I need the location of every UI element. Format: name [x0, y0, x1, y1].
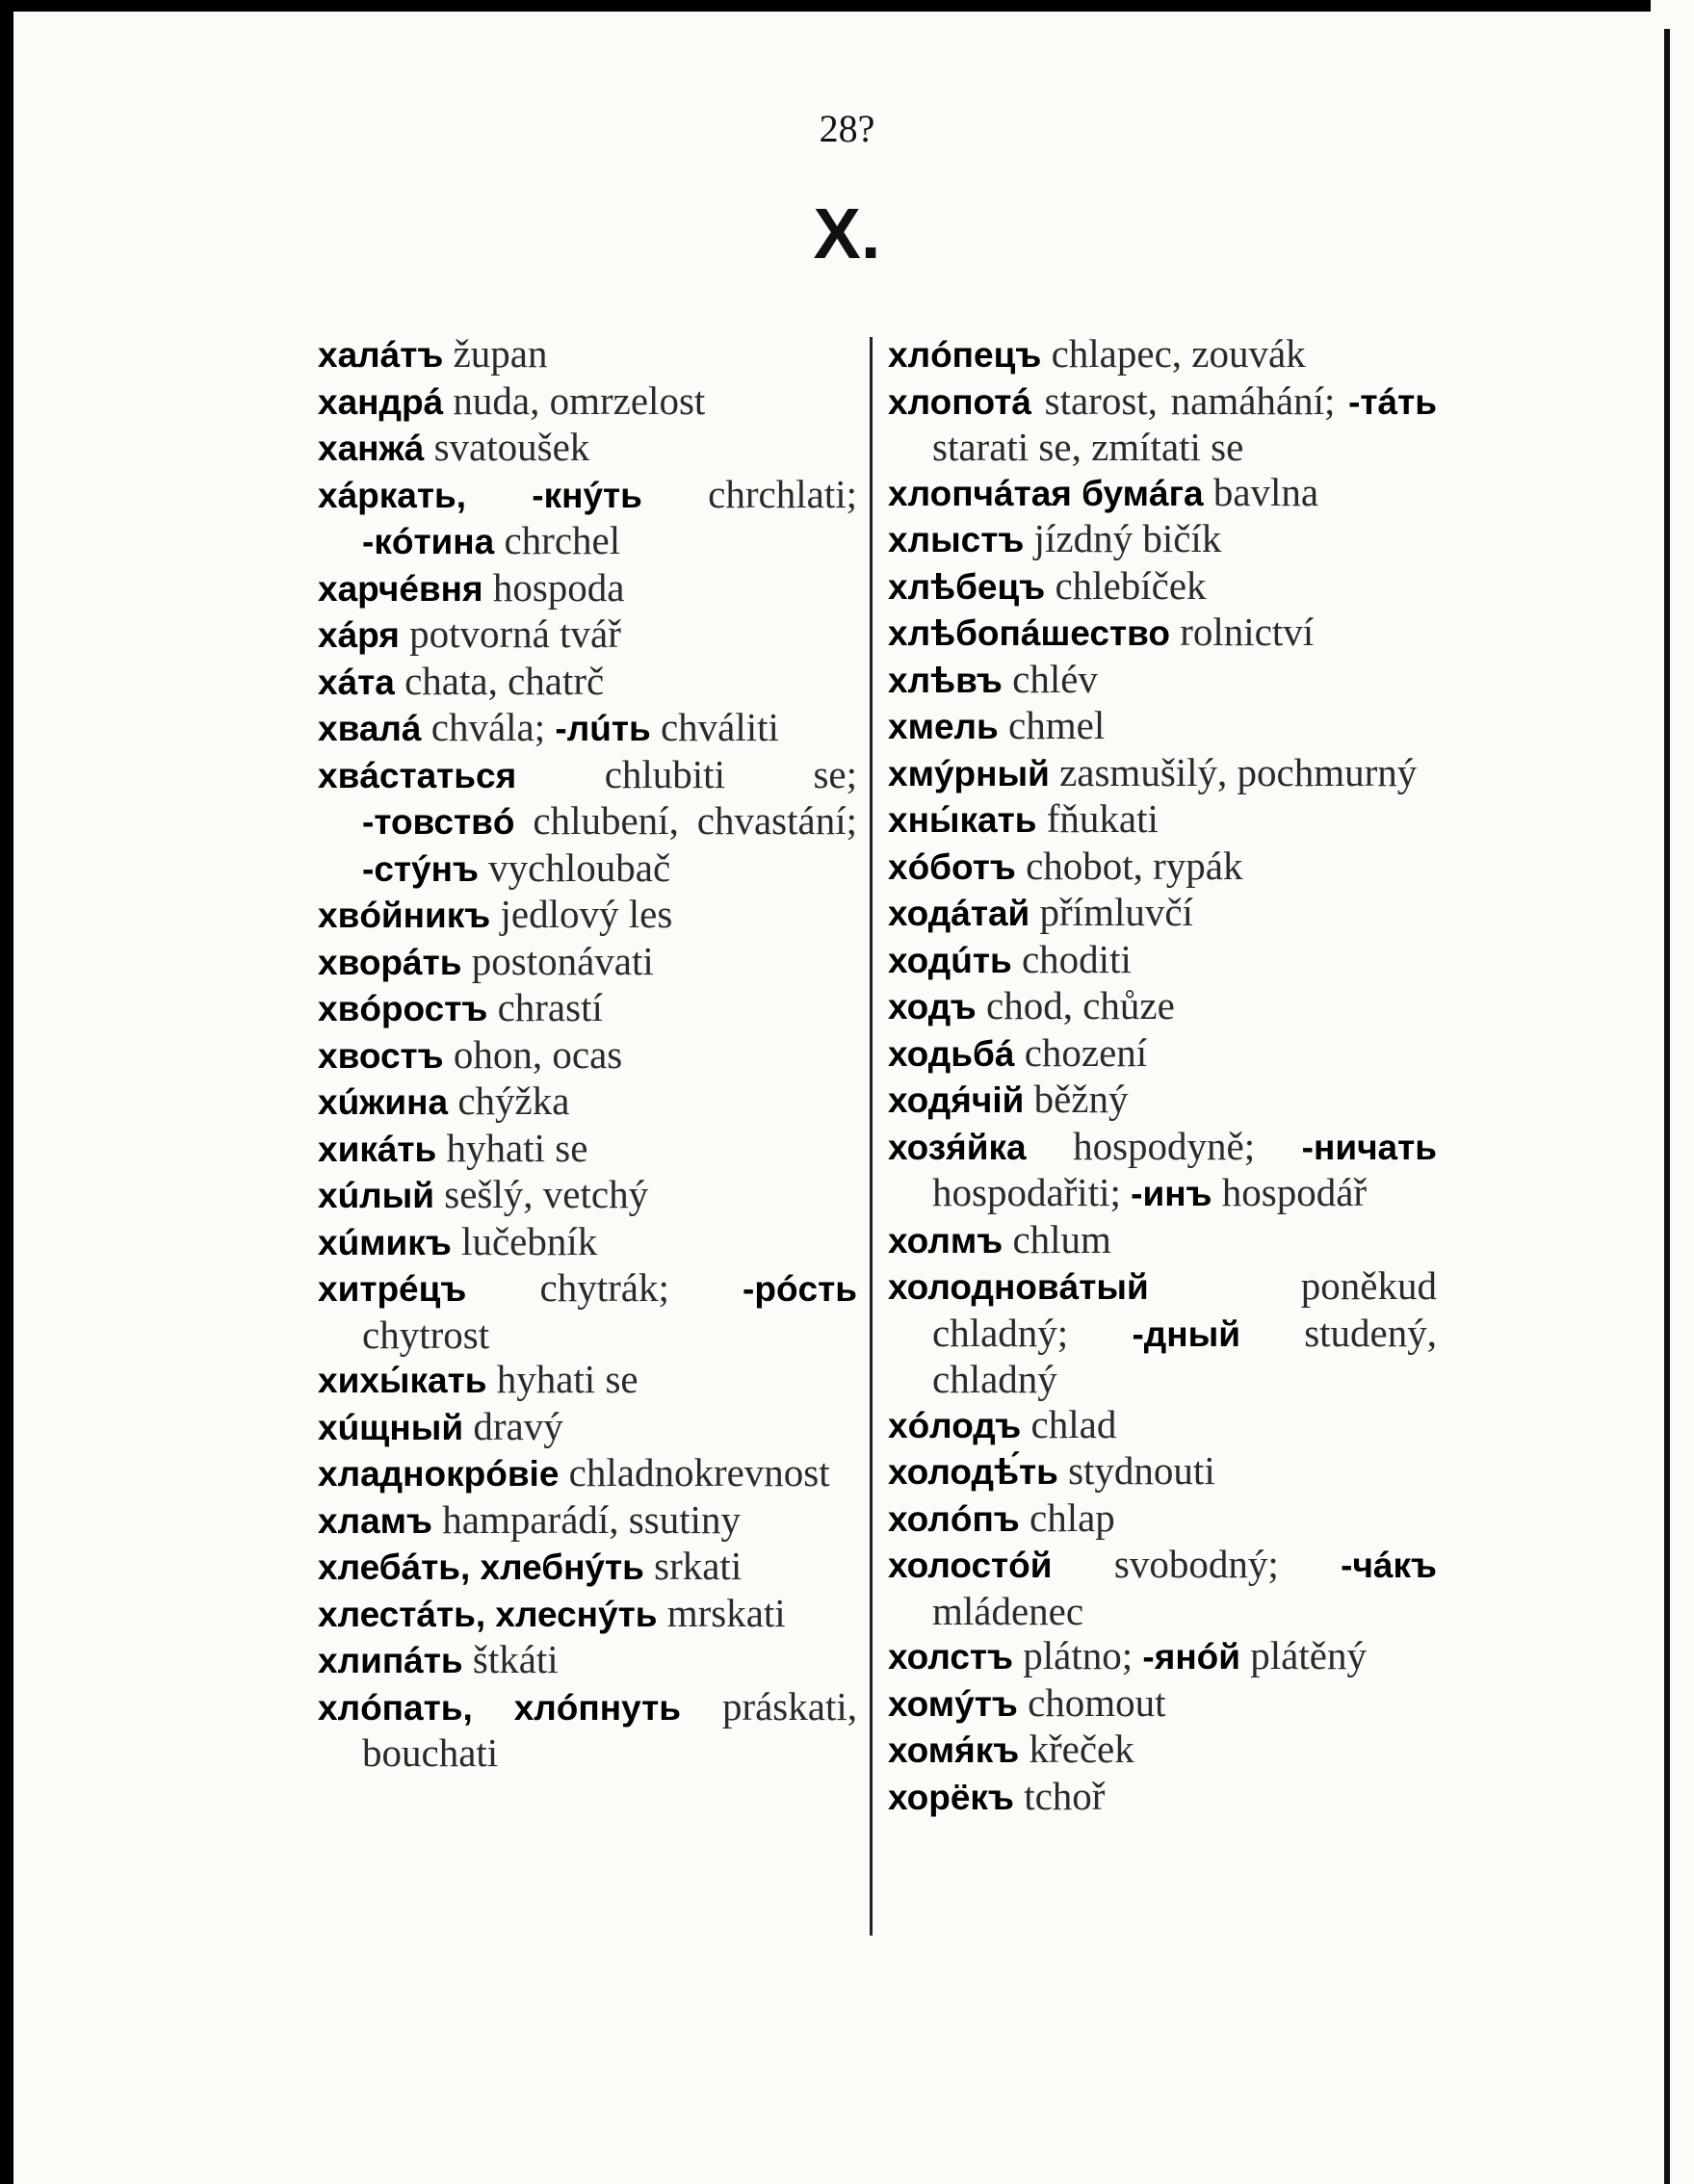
headword: -кóтина: [362, 522, 495, 561]
dictionary-entry: [318, 1032, 857, 1079]
headword: -тáть: [1348, 381, 1437, 422]
section-letter: Х.: [813, 194, 881, 273]
dictionary-entry: [888, 1680, 1437, 1728]
translation: chrastí: [487, 985, 603, 1029]
headword: хúмикъ: [318, 1222, 452, 1262]
headword: холóпъ: [888, 1498, 1020, 1539]
dictionary-entry: [888, 1124, 1437, 1217]
headword: холмъ: [888, 1220, 1003, 1261]
dictionary-entry: [318, 659, 857, 706]
translation: chomout: [1017, 1679, 1166, 1725]
headword: харчéвня: [318, 568, 483, 609]
dictionary-entry: [888, 1402, 1437, 1449]
headword: ходьбá: [888, 1033, 1015, 1074]
dictionary-entry: [888, 1217, 1437, 1264]
headword: халáтъ: [318, 335, 444, 375]
translation: dravý: [463, 1403, 563, 1448]
headword: хúлый: [318, 1176, 435, 1215]
translation: jízdný bičík: [1024, 516, 1222, 560]
headword: -дный: [1132, 1313, 1240, 1354]
headword: хлѣвъ: [888, 660, 1003, 700]
translation: chlubiti se;: [516, 751, 857, 796]
translation: postonávati: [461, 938, 654, 983]
right-margin: [1651, 0, 1694, 2184]
translation: poněkud chladný;: [932, 1263, 1437, 1355]
dictionary-entry: [318, 1357, 857, 1404]
headword: хорёкъ: [888, 1777, 1014, 1817]
headword: хлебáть, хлебнýть: [318, 1547, 644, 1587]
dictionary-entry: [888, 796, 1437, 844]
translation: chlap: [1019, 1495, 1115, 1540]
headword: хóботъ: [888, 846, 1016, 887]
headword: хлестáть, хлеснýть: [318, 1594, 658, 1634]
translation: potvorná tvář: [399, 611, 621, 656]
headword: хозя́йка: [888, 1127, 1027, 1167]
headword: холстъ: [888, 1637, 1014, 1677]
translation: křeček: [1019, 1727, 1134, 1771]
translation: běžný: [1024, 1077, 1129, 1121]
dictionary-entry: [318, 425, 857, 472]
dictionary-entry: [318, 1404, 857, 1451]
dictionary-entry: [318, 985, 857, 1032]
headword: хикáть: [318, 1129, 437, 1169]
page-number: 28?: [819, 107, 875, 150]
dictionary-entry: [318, 565, 857, 612]
translation: hyhati se: [486, 1357, 639, 1401]
headword: хомýтъ: [888, 1683, 1018, 1724]
translation: mládenec: [932, 1588, 1084, 1633]
dictionary-entry: [318, 1219, 857, 1266]
dictionary-entry: [888, 1263, 1437, 1402]
translation: mrskati: [657, 1590, 786, 1635]
translation: plátno;: [1013, 1633, 1143, 1677]
left-column: [318, 331, 857, 1776]
translation: župan: [443, 331, 548, 376]
translation: svatoušek: [424, 425, 590, 469]
dictionary-entry: [888, 1448, 1437, 1495]
headword: хмель: [888, 707, 999, 746]
headword: хóлодъ: [888, 1405, 1022, 1445]
translation: nuda, omrzelost: [443, 377, 706, 423]
translation: chmel: [998, 703, 1106, 747]
translation: chytrák;: [466, 1265, 743, 1310]
dictionary-entry: [318, 1637, 857, 1684]
column-divider: [870, 337, 873, 1936]
headword: хвалá: [318, 709, 422, 748]
headword: -инъ: [1131, 1174, 1212, 1213]
headword: ходúть: [888, 940, 1012, 980]
headword: хлѣбопáшество: [888, 613, 1170, 653]
translation: hamparádí, ssutiny: [432, 1496, 741, 1542]
translation: hospodyně;: [1026, 1123, 1302, 1168]
dictionary-entry: [318, 1265, 857, 1357]
headword: -лúть: [555, 709, 651, 748]
dictionary-entry: [318, 1172, 857, 1219]
headword: холостóй: [888, 1546, 1053, 1585]
translation: štkáti: [462, 1637, 559, 1681]
dictionary-entry: [888, 1774, 1437, 1821]
headword: -чáкъ: [1341, 1546, 1437, 1585]
dictionary-entry: [888, 1495, 1437, 1543]
headword: -стýнъ: [362, 848, 479, 889]
headword: -ничать: [1301, 1127, 1437, 1167]
translation: přímluvčí: [1029, 890, 1193, 934]
translation: starost, namáhání;: [1030, 377, 1349, 423]
translation: studený, chladný: [932, 1310, 1437, 1401]
translation: chvála;: [421, 705, 556, 749]
edge-rule: [1664, 29, 1670, 2184]
dictionary-entry: [318, 1544, 857, 1591]
dictionary-entry: [318, 472, 857, 565]
dictionary-entry: [888, 750, 1437, 797]
headword: хáта: [318, 662, 395, 702]
headword: хвáстаться: [318, 755, 517, 795]
headword: -рóсть: [743, 1269, 857, 1309]
translation: hospoda: [482, 564, 625, 610]
headword: хворáть: [318, 942, 462, 982]
translation: svobodný;: [1052, 1542, 1342, 1586]
headword: хитрéцъ: [318, 1269, 467, 1309]
dictionary-entry: [888, 657, 1437, 704]
translation: sešlý, vetchý: [434, 1172, 649, 1216]
translation: chrchlati;: [641, 471, 857, 516]
dictionary-entry: [318, 752, 857, 893]
headword: хлипáть: [318, 1641, 463, 1680]
headword: ханжá: [318, 429, 425, 468]
headword: хвóйникъ: [318, 896, 491, 935]
dictionary-entry: [888, 516, 1437, 563]
headword: хвостъ: [318, 1035, 444, 1076]
dictionary-entry: [888, 937, 1437, 984]
dictionary-entry: [888, 563, 1437, 611]
translation: bavlna: [1203, 469, 1319, 514]
translation: starati se, zmítati se: [932, 425, 1244, 469]
translation: plátěný: [1240, 1633, 1367, 1677]
headword: хлопотá: [888, 381, 1031, 422]
translation: chobot, rypák: [1015, 843, 1243, 888]
dictionary-entry: [888, 983, 1437, 1030]
headword: хихы́кать: [318, 1361, 487, 1400]
translation: rolnictví: [1169, 610, 1315, 654]
dictionary-entry: [888, 890, 1437, 937]
headword: -товствó: [362, 802, 515, 842]
translation: chlad: [1021, 1401, 1117, 1446]
headword: хлѣбецъ: [888, 566, 1046, 607]
headword: хлóпать, хлóпнуть: [318, 1687, 682, 1728]
dictionary-entry: [888, 470, 1437, 517]
dictionary-entry: [888, 1727, 1437, 1774]
headword: ходъ: [888, 987, 977, 1027]
dictionary-entry: [888, 1030, 1437, 1078]
translation: tchoř: [1013, 1773, 1106, 1818]
translation: chlubení, chvastání;: [514, 798, 857, 843]
translation: zasmušilý, pochmurný: [1049, 749, 1418, 794]
translation: hyhati se: [436, 1125, 588, 1170]
translation: ohon, ocas: [443, 1031, 623, 1077]
translation: chýžka: [448, 1079, 570, 1123]
headword: хáря: [318, 615, 400, 655]
headword: хандрá: [318, 381, 444, 422]
headword: холодновáтый: [888, 1267, 1149, 1307]
headword: хны́кать: [888, 800, 1037, 840]
translation: chladnokrevnost: [559, 1450, 830, 1495]
translation: fňukati: [1036, 796, 1159, 841]
headword: ходя́чій: [888, 1080, 1025, 1120]
dictionary-entry: [888, 331, 1437, 378]
translation: lučebník: [451, 1218, 598, 1263]
dictionary-entry: [318, 1684, 857, 1776]
dictionary-entry: [888, 703, 1437, 750]
headword: холодѣ́ть: [888, 1452, 1058, 1492]
translation: práskati, bouchati: [362, 1683, 857, 1775]
headword: хладнокрóвіе: [318, 1454, 560, 1494]
translation: chod, chůze: [976, 983, 1175, 1027]
translation: chlév: [1002, 656, 1098, 701]
dictionary-entry: [888, 844, 1437, 891]
dictionary-entry: [888, 1542, 1437, 1633]
dictionary-entry: [318, 1126, 857, 1173]
translation: srkati: [643, 1544, 743, 1588]
translation: chata, chatrč: [394, 658, 605, 703]
translation: choditi: [1011, 936, 1132, 981]
dictionary-entry: [318, 331, 857, 378]
translation: chrchel: [494, 518, 621, 562]
dictionary-entry: [318, 1450, 857, 1497]
translation: vychloubač: [478, 845, 671, 890]
translation: hospodařiti;: [932, 1170, 1132, 1214]
headword: хáркать, -кнýть: [318, 475, 642, 515]
translation: chytrost: [362, 1312, 490, 1357]
dictionary-entry: [888, 1077, 1437, 1124]
dictionary-entry: [318, 939, 857, 986]
dictionary-entry: [318, 705, 857, 752]
headword: хлыстъ: [888, 520, 1025, 559]
dictionary-entry: [318, 892, 857, 939]
headword: хлóпецъ: [888, 335, 1042, 375]
translation: jedlový les: [490, 892, 673, 936]
translation: chlum: [1003, 1216, 1111, 1261]
dictionary-entry: [318, 1079, 857, 1126]
headword: хлопчáтая бумáга: [888, 473, 1204, 513]
dictionary-entry: [888, 1633, 1437, 1680]
translation: hospodář: [1212, 1170, 1368, 1214]
dictionary-entry: [318, 1591, 857, 1638]
translation: chlebíček: [1045, 562, 1207, 608]
dictionary-entry: [318, 611, 857, 659]
dictionary-entry: [318, 378, 857, 426]
headword: хúщный: [318, 1407, 464, 1447]
right-column: [888, 331, 1437, 1820]
translation: chváliti: [650, 705, 779, 749]
headword: хúжина: [318, 1082, 449, 1122]
headword: хомя́къ: [888, 1730, 1020, 1770]
translation: chození: [1014, 1029, 1148, 1075]
dictionary-entry: [888, 610, 1437, 657]
headword: -янóй: [1142, 1637, 1241, 1677]
headword: хламъ: [318, 1500, 433, 1541]
dictionary-entry: [888, 378, 1437, 470]
translation: stydnouti: [1057, 1448, 1215, 1493]
dictionary-entry: [318, 1497, 857, 1545]
headword: хмýрный: [888, 753, 1050, 793]
translation: chlapec, zouvák: [1041, 331, 1306, 376]
headword: хвóростъ: [318, 989, 488, 1028]
headword: ходáтай: [888, 894, 1030, 933]
